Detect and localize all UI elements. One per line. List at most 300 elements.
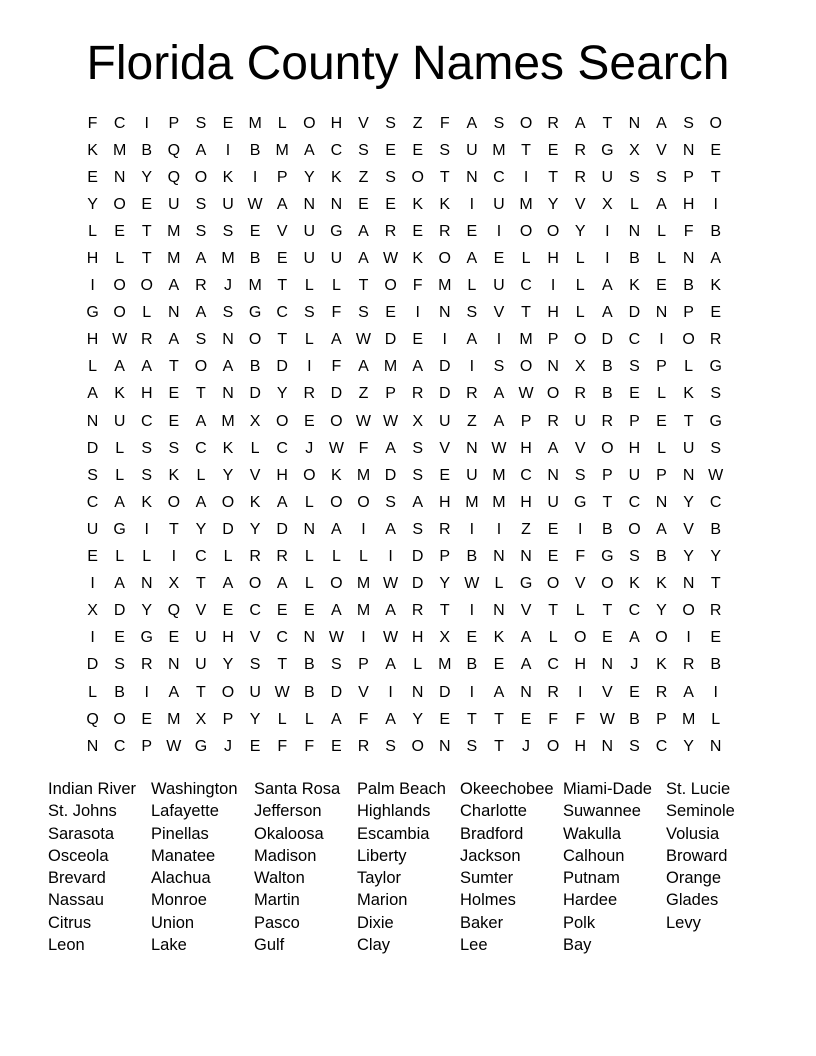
grid-letter: T	[168, 358, 179, 376]
grid-letter: F	[87, 114, 98, 132]
grid-letter: M	[221, 250, 235, 268]
grid-letter: E	[114, 629, 125, 647]
grid-letter: R	[249, 548, 261, 566]
grid-letter: Y	[222, 466, 234, 484]
grid-letter: I	[550, 277, 556, 295]
grid-letter: S	[493, 114, 505, 132]
grid-letter: S	[141, 466, 153, 484]
grid-letter: R	[276, 548, 288, 566]
grid-letter: P	[547, 331, 559, 349]
grid-letter: A	[141, 358, 153, 376]
grid-letter: Y	[683, 737, 694, 755]
grid-letter: E	[710, 304, 722, 322]
grid-letter: M	[167, 222, 181, 240]
grid-letter: V	[358, 114, 369, 132]
grid-letter: D	[384, 331, 397, 349]
grid-letter: O	[411, 737, 424, 755]
grid-letter: M	[167, 250, 181, 268]
grid-letter: F	[575, 710, 586, 728]
grid-letter: Y	[141, 602, 153, 620]
grid-letter: S	[629, 737, 640, 755]
grid-letter: A	[358, 222, 369, 240]
grid-letter: Z	[521, 520, 531, 538]
grid-letter: C	[195, 548, 207, 566]
grid-letter: E	[629, 683, 640, 701]
grid-letter: K	[87, 141, 98, 159]
grid-letter: L	[115, 250, 125, 268]
grid-letter: A	[520, 629, 532, 647]
grid-letter: P	[683, 304, 694, 322]
grid-letter: S	[249, 656, 261, 674]
grid-letter: N	[466, 439, 478, 457]
word-list-item: Taylor	[357, 869, 402, 888]
grid-letter: A	[331, 710, 342, 728]
grid-letter: E	[331, 737, 342, 755]
grid-letter: M	[248, 277, 262, 295]
grid-letter: O	[682, 602, 695, 620]
grid-letter: L	[521, 250, 531, 268]
grid-letter: R	[438, 222, 451, 240]
grid-letter: N	[222, 385, 234, 403]
grid-letter: T	[277, 656, 288, 674]
grid-letter: E	[466, 629, 478, 647]
grid-letter: U	[601, 168, 614, 186]
grid-letter: W	[383, 412, 399, 430]
grid-letter: S	[385, 737, 396, 755]
grid-letter: Q	[167, 141, 181, 159]
grid-letter: A	[574, 114, 586, 132]
grid-letter: I	[171, 548, 177, 566]
grid-letter: B	[303, 683, 315, 701]
grid-letter: Y	[249, 520, 261, 538]
word-list-item: Levy	[666, 913, 701, 932]
grid-letter: C	[86, 493, 99, 511]
grid-letter: T	[548, 602, 559, 620]
grid-letter: G	[519, 575, 533, 593]
word-list-item: Martin	[254, 891, 300, 910]
grid-letter: E	[358, 195, 369, 213]
grid-letter: U	[195, 656, 207, 674]
grid-letter: H	[682, 195, 695, 213]
grid-letter: K	[168, 466, 180, 484]
grid-letter: A	[358, 250, 369, 268]
grid-letter: N	[86, 737, 99, 755]
grid-letter: O	[221, 493, 235, 511]
grid-letter: F	[331, 304, 342, 322]
grid-letter: E	[656, 412, 667, 430]
word-list-item: Liberty	[357, 846, 407, 865]
grid-letter: K	[141, 493, 153, 511]
grid-letter: T	[521, 304, 531, 322]
grid-letter: I	[605, 222, 610, 240]
grid-letter: U	[86, 520, 99, 538]
grid-letter: X	[439, 629, 451, 647]
grid-letter: A	[222, 358, 234, 376]
grid-letter: Q	[167, 168, 181, 186]
word-list-item: Citrus	[48, 913, 92, 932]
grid-letter: I	[578, 520, 583, 538]
grid-letter: S	[412, 520, 423, 538]
grid-letter: P	[168, 114, 180, 132]
grid-letter: U	[628, 466, 641, 484]
grid-letter: U	[438, 412, 451, 430]
grid-letter: J	[305, 439, 314, 457]
grid-letter: S	[710, 439, 722, 457]
grid-letter: D	[411, 548, 424, 566]
word-list-item: Bay	[563, 936, 592, 955]
word-list-item: Gulf	[254, 936, 285, 955]
grid-letter: F	[331, 358, 342, 376]
grid-letter: A	[601, 277, 613, 295]
grid-letter: X	[249, 412, 261, 430]
grid-letter: M	[465, 493, 479, 511]
grid-letter: M	[356, 466, 371, 484]
grid-letter: R	[601, 412, 614, 430]
grid-letter: Z	[358, 168, 369, 186]
grid-letter: V	[249, 629, 261, 647]
grid-letter: O	[357, 493, 370, 511]
grid-letter: S	[629, 358, 640, 376]
grid-letter: V	[276, 222, 288, 240]
word-list-item: Hardee	[563, 891, 618, 910]
grid-letter: L	[304, 277, 314, 295]
grid-letter: A	[87, 385, 98, 403]
grid-letter: O	[248, 575, 262, 593]
grid-letter: G	[330, 222, 343, 240]
grid-letter: B	[249, 358, 261, 376]
grid-letter: E	[385, 195, 396, 213]
grid-letter: X	[87, 602, 98, 620]
grid-letter: P	[385, 385, 396, 403]
grid-letter: N	[168, 304, 180, 322]
grid-letter: V	[358, 683, 369, 701]
grid-letter: I	[144, 520, 149, 538]
grid-letter: B	[601, 385, 613, 403]
grid-letter: U	[466, 141, 478, 159]
word-list-item: Bradford	[460, 824, 524, 843]
word-list-item: Palm Beach	[357, 780, 446, 798]
grid-letter: H	[547, 304, 559, 322]
grid-letter: T	[439, 168, 450, 186]
grid-letter: I	[469, 602, 475, 620]
grid-letter: L	[657, 222, 666, 240]
grid-letter: A	[629, 629, 640, 647]
grid-letter: J	[630, 656, 639, 674]
grid-letter: T	[196, 385, 206, 403]
grid-letter: L	[494, 575, 504, 593]
grid-letter: O	[330, 575, 343, 593]
grid-letter: B	[683, 277, 694, 295]
grid-letter: E	[493, 250, 505, 268]
grid-letter: E	[249, 222, 261, 240]
grid-letter: V	[493, 304, 505, 322]
grid-letter: W	[383, 575, 399, 593]
grid-letter: L	[629, 195, 639, 213]
word-list-item: Putnam	[563, 869, 620, 888]
grid-letter: O	[248, 331, 262, 349]
grid-letter: Z	[412, 114, 423, 132]
grid-letter: A	[466, 114, 478, 132]
grid-letter: W	[383, 629, 399, 647]
grid-letter: R	[357, 737, 370, 755]
grid-letter: C	[276, 629, 288, 647]
grid-letter: K	[683, 385, 694, 403]
grid-letter: F	[412, 277, 423, 295]
grid-letter: K	[656, 575, 667, 593]
grid-letter: H	[628, 439, 641, 457]
grid-letter: N	[466, 168, 478, 186]
grid-letter: E	[547, 141, 559, 159]
grid-letter: K	[656, 656, 667, 674]
grid-letter: D	[438, 358, 451, 376]
word-list	[48, 778, 769, 956]
grid-letter: W	[166, 737, 182, 755]
grid-letter: C	[628, 331, 641, 349]
grid-letter: S	[656, 168, 667, 186]
grid-letter: L	[575, 304, 585, 322]
grid-letter: N	[493, 548, 505, 566]
word-list-item: Polk	[563, 913, 596, 932]
grid-letter: O	[438, 250, 451, 268]
grid-letter: S	[195, 331, 207, 349]
grid-letter: N	[601, 737, 614, 755]
grid-letter: E	[276, 250, 288, 268]
grid-letter: T	[277, 331, 288, 349]
grid-letter: R	[438, 520, 451, 538]
grid-letter: N	[493, 602, 505, 620]
grid-letter: L	[467, 277, 477, 295]
grid-letter: O	[330, 412, 343, 430]
grid-letter: O	[140, 277, 153, 295]
grid-letter: T	[683, 412, 694, 430]
grid-letter: R	[574, 141, 587, 159]
grid-letter: Y	[710, 548, 722, 566]
grid-letter: R	[466, 385, 478, 403]
grid-letter: T	[494, 710, 504, 728]
grid-letter: A	[710, 250, 722, 268]
grid-letter: D	[249, 385, 261, 403]
grid-letter: E	[412, 331, 423, 349]
grid-letter: L	[657, 439, 666, 457]
grid-letter: N	[222, 331, 234, 349]
grid-letter: H	[520, 493, 532, 511]
grid-letter: M	[519, 331, 533, 349]
grid-letter: S	[87, 466, 98, 484]
grid-letter: D	[330, 385, 343, 403]
grid-letter: T	[494, 737, 504, 755]
word-list-item: Sumter	[460, 869, 514, 888]
grid-letter: D	[330, 683, 343, 701]
word-list-item: Sarasota	[48, 824, 115, 843]
grid-letter: Y	[195, 520, 207, 538]
grid-letter: M	[492, 493, 506, 511]
grid-letter: O	[601, 439, 614, 457]
grid-letter: N	[140, 575, 153, 593]
word-list-item: Brevard	[48, 869, 106, 888]
grid-letter: A	[656, 195, 667, 213]
grid-letter: O	[546, 222, 560, 240]
grid-letter: H	[438, 493, 451, 511]
grid-letter: J	[224, 737, 233, 755]
grid-letter: L	[88, 683, 97, 701]
grid-letter: O	[221, 683, 235, 701]
grid-letter: L	[359, 548, 368, 566]
grid-letter: A	[168, 683, 180, 701]
grid-letter: N	[682, 575, 695, 593]
grid-letter: O	[194, 168, 208, 186]
word-list-item: Leon	[48, 936, 85, 955]
grid-letter: W	[491, 439, 507, 457]
word-list-item: Washington	[151, 780, 238, 798]
grid-letter: E	[385, 304, 396, 322]
word-list-item: Pasco	[254, 913, 300, 932]
grid-letter: H	[330, 114, 343, 132]
grid-letter: E	[412, 141, 423, 159]
grid-letter: R	[709, 331, 722, 349]
grid-letter: X	[629, 141, 640, 159]
grid-letter: O	[628, 520, 641, 538]
grid-letter: M	[438, 656, 452, 674]
grid-letter: N	[547, 358, 559, 376]
grid-letter: D	[411, 575, 424, 593]
grid-letter: E	[168, 629, 180, 647]
grid-letter: O	[546, 575, 560, 593]
grid-letter: S	[629, 548, 640, 566]
grid-letter: K	[249, 493, 261, 511]
grid-letter: Y	[412, 710, 423, 728]
grid-letter: N	[168, 656, 180, 674]
word-list-item: Escambia	[357, 824, 430, 843]
grid-letter: T	[602, 493, 613, 511]
grid-letter: M	[681, 710, 696, 728]
grid-letter: U	[249, 683, 261, 701]
grid-letter: S	[195, 222, 207, 240]
grid-letter: B	[114, 683, 125, 701]
grid-letter: A	[168, 277, 180, 295]
grid-letter: I	[578, 683, 583, 701]
grid-letter: D	[276, 520, 288, 538]
grid-letter: S	[303, 304, 315, 322]
grid-letter: P	[222, 710, 234, 728]
grid-letter: I	[442, 331, 447, 349]
word-list-item: Volusia	[666, 824, 720, 843]
grid-letter: Y	[439, 575, 451, 593]
grid-letter: J	[224, 277, 233, 295]
grid-letter: S	[331, 656, 342, 674]
page-title: Florida County Names Search	[86, 37, 730, 90]
grid-letter: A	[493, 385, 505, 403]
word-list-item: Lafayette	[151, 802, 219, 821]
grid-letter: R	[574, 385, 587, 403]
grid-letter: E	[710, 141, 722, 159]
grid-letter: I	[307, 358, 312, 376]
grid-letter: E	[276, 602, 288, 620]
grid-letter: A	[114, 358, 125, 376]
grid-letter: I	[388, 548, 393, 566]
grid-letter: T	[602, 602, 613, 620]
grid-letter: C	[628, 602, 641, 620]
grid-letter: L	[88, 222, 97, 240]
grid-letter: Q	[167, 602, 181, 620]
grid-letter: E	[710, 629, 722, 647]
grid-letter: W	[247, 195, 263, 213]
grid-letter: H	[574, 737, 587, 755]
grid-letter: W	[355, 412, 372, 430]
grid-letter: T	[277, 277, 288, 295]
grid-letter: S	[195, 195, 207, 213]
grid-letter: S	[574, 466, 586, 484]
grid-letter: A	[276, 575, 288, 593]
grid-letter: W	[383, 250, 399, 268]
grid-letter: W	[112, 331, 128, 349]
grid-letter: H	[547, 250, 559, 268]
word-list-item: Broward	[666, 846, 728, 865]
grid-letter: Y	[141, 168, 153, 186]
grid-letter: A	[412, 493, 423, 511]
grid-letter: T	[196, 683, 206, 701]
grid-letter: T	[168, 520, 179, 538]
grid-letter: O	[682, 331, 695, 349]
grid-letter: B	[249, 141, 261, 159]
grid-letter: N	[520, 683, 532, 701]
grid-letter: N	[438, 737, 451, 755]
grid-letter: A	[385, 520, 396, 538]
grid-letter: Y	[656, 602, 667, 620]
grid-letter: M	[356, 602, 371, 620]
grid-letter: I	[659, 331, 664, 349]
grid-letter: M	[438, 277, 452, 295]
word-list-item: Indian River	[48, 780, 137, 798]
grid-letter: B	[710, 520, 722, 538]
grid-letter: I	[605, 250, 610, 268]
grid-letter: U	[574, 412, 587, 430]
grid-letter: D	[438, 683, 451, 701]
grid-letter: G	[709, 412, 722, 430]
grid-letter: X	[574, 358, 586, 376]
grid-letter: W	[328, 439, 344, 457]
grid-letter: T	[548, 168, 559, 186]
grid-letter: U	[682, 439, 695, 457]
grid-letter: A	[493, 683, 505, 701]
grid-letter: U	[168, 195, 180, 213]
grid-letter: S	[358, 141, 369, 159]
grid-letter: W	[328, 629, 344, 647]
grid-letter: O	[113, 710, 126, 728]
word-list-item: Jackson	[460, 846, 521, 865]
grid-letter: G	[574, 493, 587, 511]
grid-letter: K	[710, 277, 722, 295]
grid-letter: K	[114, 385, 125, 403]
grid-letter: O	[330, 493, 343, 511]
grid-letter: N	[628, 114, 641, 132]
word-list-item: Baker	[460, 913, 504, 932]
grid-letter: F	[439, 114, 450, 132]
grid-letter: S	[439, 141, 451, 159]
grid-letter: S	[629, 168, 640, 186]
grid-letter: O	[519, 114, 533, 132]
grid-letter: S	[141, 439, 153, 457]
word-list-item: Santa Rosa	[254, 780, 341, 798]
grid-letter: Y	[303, 168, 315, 186]
grid-letter: S	[466, 737, 478, 755]
grid-letter: I	[713, 195, 718, 213]
grid-letter: W	[464, 575, 480, 593]
word-list-item: Seminole	[666, 802, 735, 821]
grid-letter: L	[250, 439, 260, 457]
grid-letter: E	[439, 466, 451, 484]
grid-letter: B	[601, 520, 613, 538]
grid-letter: E	[656, 277, 667, 295]
